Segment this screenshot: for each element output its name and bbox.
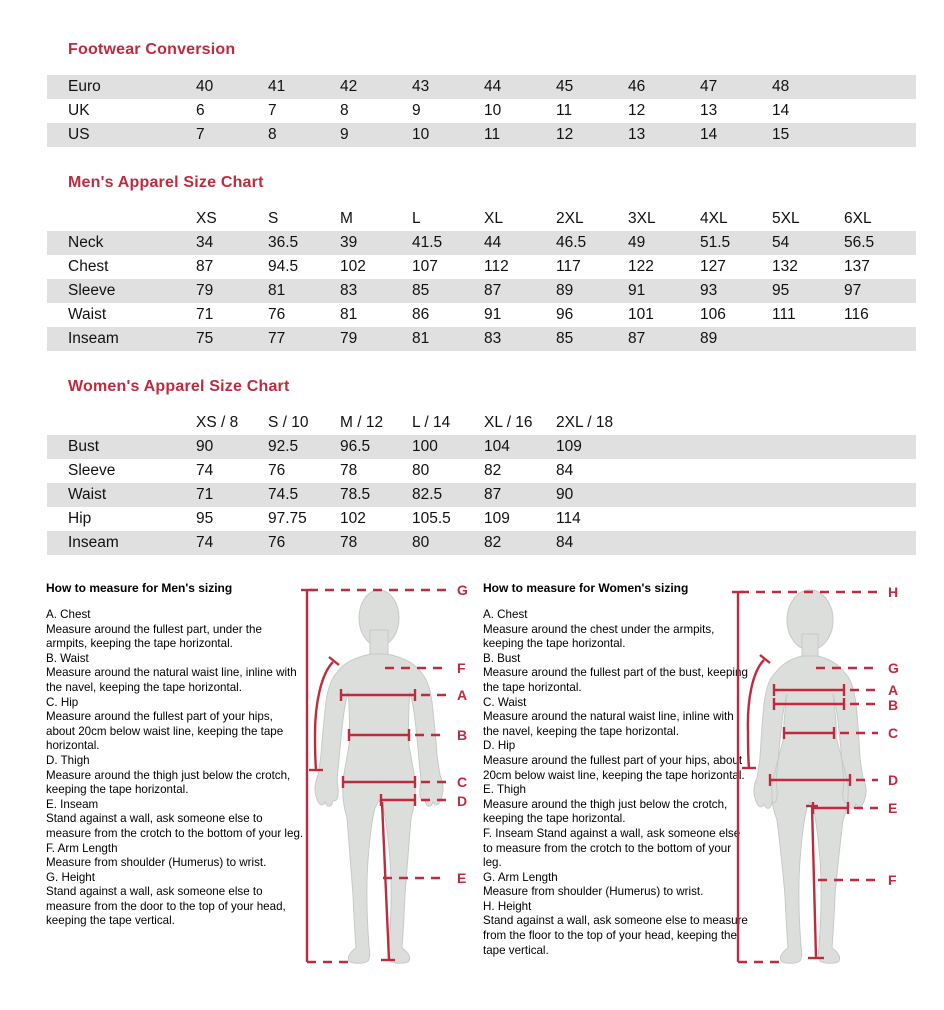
measure-item-text: Measure around the fullest part, under the armpits, keeping the tape horizontal. xyxy=(46,622,262,651)
measure-item-text: Measure around the fullest part of your hips, about 20cm below waist line, keeping the tape horizontal. xyxy=(483,753,745,782)
label-thigh: D xyxy=(457,793,468,809)
size-cell xyxy=(844,483,916,507)
measure-item-text: Stand against a wall, ask someone else to measure from the crotch to the bottom of your leg. xyxy=(483,826,741,870)
measure-item xyxy=(46,754,304,798)
size-cell: 97 xyxy=(844,282,862,299)
label-height: G xyxy=(457,582,468,598)
row-label: Sleeve xyxy=(68,462,116,479)
size-cell: 79 xyxy=(340,330,358,347)
size-cell: 78 xyxy=(340,462,358,479)
measure-item-text: Measure around the chest under the armpits, keeping the tape horizontal. xyxy=(483,622,715,651)
size-cell xyxy=(628,507,700,531)
size-cell: 87 xyxy=(196,258,214,275)
size-cell: 12 xyxy=(628,102,646,119)
measure-item xyxy=(483,871,749,900)
size-cell: 74.5 xyxy=(268,486,299,503)
size-cell: 43 xyxy=(412,78,430,95)
row-label: Bust xyxy=(68,438,100,455)
size-cell: 44 xyxy=(484,78,502,95)
size-cell: 56.5 xyxy=(844,234,875,251)
size-cell: 46 xyxy=(628,78,646,95)
size-cell xyxy=(628,411,700,435)
footwear-table xyxy=(47,75,916,147)
size-cell xyxy=(700,507,772,531)
male-silhouette xyxy=(315,590,443,963)
size-cell: 12 xyxy=(556,126,574,143)
size-cell: 104 xyxy=(484,438,510,455)
measure-item-key: E. Inseam xyxy=(46,797,99,811)
size-cell: 105.5 xyxy=(412,510,451,527)
size-cell: 14 xyxy=(772,102,790,119)
size-cell: 9 xyxy=(340,126,349,143)
size-cell: 10 xyxy=(484,102,502,119)
size-cell xyxy=(844,507,916,531)
size-cell xyxy=(700,411,772,435)
size-cell: 132 xyxy=(772,258,798,275)
measure-item-text: Measure around the thigh just below the crotch, keeping the tape horizontal. xyxy=(46,768,291,797)
measure-item-key: D. Thigh xyxy=(46,753,90,767)
measure-item-text: Measure from shoulder (Humerus) to wrist. xyxy=(46,856,267,870)
size-cell: 84 xyxy=(556,462,574,479)
size-cell: 86 xyxy=(412,306,430,323)
size-cell: XS / 8 xyxy=(196,414,239,431)
size-cell: 83 xyxy=(484,330,502,347)
size-cell: 81 xyxy=(340,306,358,323)
size-cell: 2XL xyxy=(556,210,584,227)
table-row-sleeve xyxy=(47,459,916,483)
mens-chart-title: Men's Apparel Size Chart xyxy=(68,174,264,191)
size-cell xyxy=(628,435,700,459)
measure-item xyxy=(46,608,304,652)
size-cell: 51.5 xyxy=(700,234,731,251)
size-cell: 95 xyxy=(196,510,214,527)
size-cell xyxy=(844,123,916,147)
size-cell: 85 xyxy=(556,330,574,347)
mens-measure-heading: How to measure for Men's sizing xyxy=(46,581,233,595)
size-cell: 8 xyxy=(340,102,349,119)
measure-item-key: E. Thigh xyxy=(483,783,526,797)
size-cell xyxy=(844,327,916,351)
size-cell: XS xyxy=(196,210,217,227)
measure-item-text: Stand against a wall, ask someone else to measure from the crotch to the bottom of your leg. xyxy=(46,812,304,840)
size-cell: 6XL xyxy=(844,210,872,227)
table-row-hip xyxy=(47,507,916,531)
row-label: Inseam xyxy=(68,534,119,551)
table-row-waist xyxy=(47,483,916,507)
size-cell: 112 xyxy=(484,258,509,275)
label-chest: A xyxy=(888,682,899,698)
size-cell: 127 xyxy=(700,258,726,275)
size-cell: 109 xyxy=(484,510,510,527)
size-cell: 74 xyxy=(196,462,214,479)
size-cell xyxy=(700,531,772,555)
measure-item-text: Measure around the natural waist line, inline with the navel, keeping the tape horizontal. xyxy=(483,710,734,738)
size-cell: 96.5 xyxy=(340,438,371,455)
size-cell: 44 xyxy=(484,234,502,251)
female-measure-labels xyxy=(888,584,899,888)
size-cell: 48 xyxy=(772,78,790,95)
size-cell xyxy=(844,75,916,99)
size-cell: 82 xyxy=(484,462,502,479)
size-cell: 116 xyxy=(844,306,869,323)
size-cell: 137 xyxy=(844,258,870,275)
measure-item xyxy=(483,739,749,783)
size-cell: XL xyxy=(484,210,503,227)
size-cell: 117 xyxy=(556,258,581,275)
row-label: Waist xyxy=(68,486,107,503)
table-row-uk xyxy=(47,99,916,123)
size-cell: 114 xyxy=(556,510,581,527)
measure-item xyxy=(483,652,749,696)
size-cell: 109 xyxy=(556,438,582,455)
size-cell: 41.5 xyxy=(412,234,443,251)
measure-item xyxy=(46,696,304,754)
label-arm: F xyxy=(457,660,466,676)
size-cell: 7 xyxy=(196,126,205,143)
size-cell: 71 xyxy=(196,306,214,323)
mens-measure-list xyxy=(46,608,304,929)
size-cell: 76 xyxy=(268,462,286,479)
size-cell: 89 xyxy=(556,282,574,299)
size-cell: 41 xyxy=(268,78,286,95)
womens-size-table xyxy=(47,411,916,555)
table-row-waist xyxy=(47,303,916,327)
size-cell: 8 xyxy=(268,126,277,143)
size-cell: 14 xyxy=(700,126,718,143)
measure-item xyxy=(46,652,304,696)
size-cell: 82.5 xyxy=(412,486,443,503)
size-cell xyxy=(844,531,916,555)
row-label: US xyxy=(68,126,90,143)
measure-item-key: A. Chest xyxy=(46,608,91,621)
size-cell xyxy=(700,435,772,459)
size-cell xyxy=(700,459,772,483)
size-cell: 13 xyxy=(700,102,718,119)
size-cell: 85 xyxy=(412,282,430,299)
male-measure-labels xyxy=(457,582,468,886)
mens-size-table xyxy=(47,207,916,351)
table-row-euro xyxy=(47,75,916,99)
label-chest: A xyxy=(457,687,468,703)
size-cell: 79 xyxy=(196,282,214,299)
size-cell: 111 xyxy=(772,306,796,323)
measure-item xyxy=(46,842,304,871)
size-cell: 95 xyxy=(772,282,790,299)
measure-item-key: F. Inseam xyxy=(483,826,534,840)
row-label: Neck xyxy=(68,234,104,251)
size-cell: 4XL xyxy=(700,210,728,227)
size-cell: 101 xyxy=(628,306,654,323)
footwear-title: Footwear Conversion xyxy=(68,41,236,58)
size-cell xyxy=(628,483,700,507)
size-cell xyxy=(844,459,916,483)
size-cell: M / 12 xyxy=(340,414,384,431)
measure-item xyxy=(483,827,749,871)
table-row-bust xyxy=(47,435,916,459)
size-cell xyxy=(772,327,844,351)
size-cell: 87 xyxy=(628,330,646,347)
row-label: Euro xyxy=(68,78,101,95)
size-cell: 7 xyxy=(268,102,277,119)
measure-item-key: H. Height xyxy=(483,899,532,913)
size-cell: S xyxy=(268,210,279,227)
size-cell: 94.5 xyxy=(268,258,299,275)
size-cell: 36.5 xyxy=(268,234,299,251)
size-cell xyxy=(844,411,916,435)
label-waist: B xyxy=(457,727,468,743)
size-cell: 71 xyxy=(196,486,214,503)
size-cell: 90 xyxy=(556,486,574,503)
row-label: Sleeve xyxy=(68,282,116,299)
size-header-row xyxy=(47,411,916,435)
size-cell: 54 xyxy=(772,234,790,251)
size-cell: 82 xyxy=(484,534,502,551)
measure-item-text: Measure from shoulder (Humerus) to wrist. xyxy=(483,885,704,899)
size-cell: 13 xyxy=(628,126,646,143)
size-cell: 45 xyxy=(556,78,574,95)
size-cell: 92.5 xyxy=(268,438,299,455)
size-cell xyxy=(772,411,844,435)
size-cell: L / 14 xyxy=(412,414,451,431)
label-inseam: E xyxy=(457,870,467,886)
womens-body-diagram xyxy=(728,570,944,1010)
measure-item xyxy=(483,696,749,740)
size-cell: 6 xyxy=(196,102,205,119)
size-cell: 84 xyxy=(556,534,574,551)
measure-item-key: G. Height xyxy=(46,870,95,884)
size-cell xyxy=(772,507,844,531)
row-label xyxy=(47,207,196,231)
size-cell: 39 xyxy=(340,234,358,251)
size-cell: 81 xyxy=(412,330,430,347)
measure-item-text: Measure around the fullest part of your hips, about 20cm below waist line, keeping the tape horizontal. xyxy=(46,710,284,753)
label-hip: D xyxy=(888,772,899,788)
size-cell xyxy=(628,459,700,483)
size-cell: 80 xyxy=(412,534,430,551)
size-cell: 76 xyxy=(268,306,286,323)
size-cell: 34 xyxy=(196,234,214,251)
size-cell: 11 xyxy=(556,102,573,119)
measure-item-text: Measure around the fullest part of the bust, keeping the tape horizontal. xyxy=(483,666,748,694)
label-inseam: F xyxy=(888,872,897,888)
size-cell: 87 xyxy=(484,282,502,299)
size-cell: 2XL / 18 xyxy=(556,414,614,431)
size-cell: 5XL xyxy=(772,210,800,227)
size-cell: 97.75 xyxy=(268,510,307,527)
table-row-us xyxy=(47,123,916,147)
size-cell: 106 xyxy=(700,306,726,323)
size-cell xyxy=(772,483,844,507)
size-cell: 78 xyxy=(340,534,358,551)
measure-item xyxy=(483,900,749,958)
size-cell: 89 xyxy=(700,330,718,347)
label-hip: C xyxy=(457,774,468,790)
size-cell: 107 xyxy=(412,258,438,275)
womens-chart-title: Women's Apparel Size Chart xyxy=(68,378,290,395)
measure-item-key: C. Waist xyxy=(483,695,527,709)
size-cell: 47 xyxy=(700,78,718,95)
size-cell: 122 xyxy=(628,258,654,275)
label-bust: B xyxy=(888,697,899,713)
row-label: Hip xyxy=(68,510,92,527)
label-height: H xyxy=(888,584,899,600)
row-label: UK xyxy=(68,102,90,119)
measure-item-text: Stand against a wall, ask someone else to measure from the floor to the top of your head, keeping the tape vertical. xyxy=(483,914,748,957)
size-cell xyxy=(700,483,772,507)
table-row-sleeve xyxy=(47,279,916,303)
womens-measure-list xyxy=(483,608,749,958)
measure-item-key: B. Waist xyxy=(46,651,89,665)
measure-item-key: F. Arm Length xyxy=(46,841,118,855)
size-cell: XL / 16 xyxy=(484,414,533,431)
row-label: Inseam xyxy=(68,330,119,347)
size-cell xyxy=(772,435,844,459)
size-cell: 100 xyxy=(412,438,438,455)
size-cell: 9 xyxy=(412,102,421,119)
size-cell: 87 xyxy=(484,486,502,503)
size-cell: 90 xyxy=(196,438,214,455)
size-cell: 83 xyxy=(340,282,358,299)
measure-item-key: G. Arm Length xyxy=(483,870,558,884)
size-cell: 11 xyxy=(484,126,501,143)
measure-item-key: B. Bust xyxy=(483,651,521,665)
size-cell: 15 xyxy=(772,126,790,143)
row-label: Chest xyxy=(68,258,109,275)
size-cell: 77 xyxy=(268,330,286,347)
size-cell: 80 xyxy=(412,462,430,479)
row-label xyxy=(47,411,196,435)
table-row-neck xyxy=(47,231,916,255)
size-cell: 46.5 xyxy=(556,234,587,251)
size-cell: M xyxy=(340,210,353,227)
size-cell xyxy=(772,531,844,555)
label-thigh: E xyxy=(888,800,898,816)
size-cell: 102 xyxy=(340,258,366,275)
size-cell: 91 xyxy=(484,306,502,323)
size-cell: 96 xyxy=(556,306,574,323)
mens-body-diagram xyxy=(295,570,480,1010)
size-cell: 91 xyxy=(628,282,646,299)
measure-item xyxy=(46,871,304,929)
measure-item-key: A. Chest xyxy=(483,608,528,621)
womens-measure-heading: How to measure for Women's sizing xyxy=(483,581,689,595)
table-row-chest xyxy=(47,255,916,279)
size-cell xyxy=(844,435,916,459)
size-cell: 42 xyxy=(340,78,358,95)
label-arm: G xyxy=(888,660,899,676)
measure-item-text: Stand against a wall, ask someone else to measure from the door to the top of your head, keeping the tape vertical. xyxy=(46,885,286,928)
size-cell: 10 xyxy=(412,126,430,143)
size-cell xyxy=(628,531,700,555)
size-cell: 102 xyxy=(340,510,366,527)
measure-item xyxy=(46,798,304,842)
size-cell: 81 xyxy=(268,282,286,299)
size-cell: 40 xyxy=(196,78,214,95)
size-header-row xyxy=(47,207,916,231)
size-cell xyxy=(844,99,916,123)
size-cell: 74 xyxy=(196,534,214,551)
size-cell: L xyxy=(412,210,421,227)
row-label: Waist xyxy=(68,306,107,323)
measure-item-key: C. Hip xyxy=(46,695,79,709)
size-cell: 78.5 xyxy=(340,486,371,503)
label-waist: C xyxy=(888,725,899,741)
table-row-inseam xyxy=(47,531,916,555)
table-row-inseam xyxy=(47,327,916,351)
size-cell: 3XL xyxy=(628,210,656,227)
size-cell xyxy=(772,459,844,483)
size-cell: 76 xyxy=(268,534,286,551)
size-cell: S / 10 xyxy=(268,414,309,431)
size-cell: 75 xyxy=(196,330,214,347)
measure-item-text: Measure around the natural waist line, inline with the navel, keeping the tape horizontal. xyxy=(46,666,297,694)
size-cell: 93 xyxy=(700,282,718,299)
size-cell: 49 xyxy=(628,234,646,251)
measure-item xyxy=(483,783,749,827)
measure-item xyxy=(483,608,749,652)
measure-item-text: Measure around the thigh just below the crotch, keeping the tape horizontal. xyxy=(483,797,728,826)
measure-item-key: D. Hip xyxy=(483,739,516,753)
